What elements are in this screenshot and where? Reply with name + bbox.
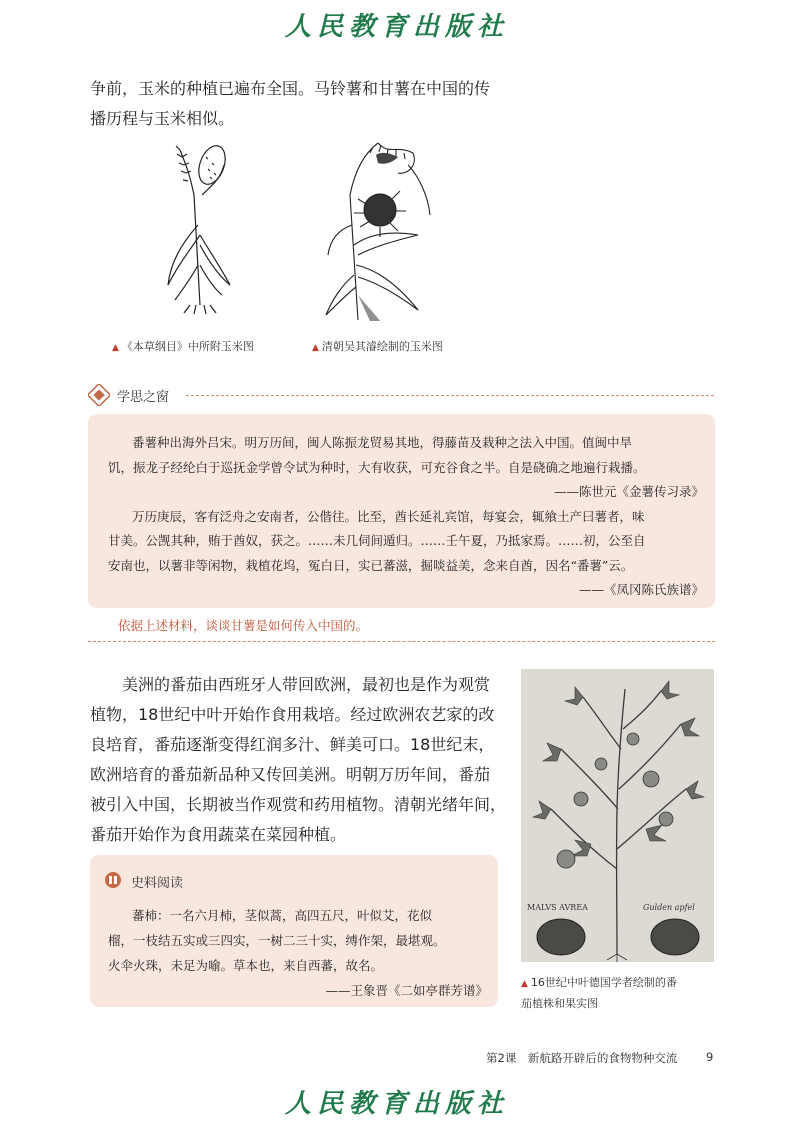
shiliao-quote — [108, 903, 488, 1003]
tomato-figure-caption — [521, 973, 721, 1013]
plant-label-latin: MALVS AVREA — [527, 903, 588, 912]
triangle-marker-icon: ▲ — [521, 979, 528, 989]
corn-drawing-bencao — [150, 135, 250, 315]
caption-line: 16世纪中叶德国学者绘制的番 — [530, 976, 677, 989]
xuesi-question: 依据上述材料，谈谈甘薯是如何传入中国的。 — [118, 618, 369, 633]
plant-label-german: Gulden apfel — [643, 903, 695, 912]
quote-line: 甘美。公觊其种，贿于酋奴，获之。……未几伺间遁归。……壬午夏，乃抵家焉。……初，公至自 — [108, 533, 646, 548]
book-icon — [104, 871, 122, 889]
quote-line: 饥，振龙子经纶白于巡抚金学曾令试为种时，大有收获，可充谷食之半。自是硗确之地遍行栽播。 — [108, 459, 646, 475]
corn-drawing-wu-qijun — [318, 135, 448, 325]
quote-line: 番薯种出海外吕宋。明万历间，闽人陈振龙贸易其地，得藤苗及栽种之法入中国。值闽中旱 — [132, 435, 633, 450]
triangle-marker-icon: ▲ — [112, 343, 119, 353]
caption-line: 茄植株和果实图 — [521, 997, 598, 1010]
intro-line: 播历程与玉米相似。 — [90, 109, 235, 128]
quote-citation: ——王象晋《二如亭群芳谱》 — [325, 983, 488, 998]
figure-caption-bencao — [112, 338, 254, 354]
quote-line: 蕃柿：一名六月柿，茎似蒿，高四五尺，叶似艾，花似 — [132, 908, 433, 923]
tomato-line: 植物，18世纪中叶开始作食用栽培。经过欧洲农艺家的改 — [90, 705, 495, 724]
publisher-logo-top: 人民教育出版社 — [284, 12, 509, 42]
tomato-line: 良培育，番茄逐渐变得红润多汁、鲜美可口。18世纪末， — [90, 735, 495, 754]
tomato-line: 被引入中国，长期被当作观赏和药用植物。清朝光绪年间， — [90, 795, 507, 814]
caption-text: 清朝吴其濬绘制的玉米图 — [321, 340, 443, 353]
section-divider — [88, 641, 715, 642]
shiliao-title: 史料阅读 — [131, 876, 184, 891]
xuesi-window-title: 学思之窗 — [117, 390, 170, 405]
tomato-paragraph — [90, 670, 510, 850]
quote-citation: ——陈世元《金薯传习录》 — [553, 484, 704, 499]
intro-paragraph — [90, 74, 510, 134]
quote-line: 榴，一枝结五实或三四实，一树二三十实，缚作架，最堪观。 — [108, 933, 446, 948]
tomato-line: 欧洲培育的番茄新品种又传回美洲。明朝万历年间，番茄 — [90, 765, 491, 784]
caption-text: 《本草纲目》中所附玉米图 — [121, 340, 254, 353]
intro-line: 争前，玉米的种植已遍布全国。马铃薯和甘薯在中国的传 — [90, 79, 491, 98]
page-number: 9 — [706, 1050, 714, 1064]
section-divider — [186, 395, 714, 396]
triangle-marker-icon: ▲ — [312, 343, 319, 353]
lesson-title: 第2课 新航路开辟后的食物物种交流 — [486, 1051, 678, 1065]
quote-citation: ——《凤冈陈氏族谱》 — [578, 582, 704, 597]
tomato-line: 番茄开始作为食用蔬菜在菜园种植。 — [90, 825, 347, 844]
tomato-botanical-image — [521, 669, 714, 962]
figure-caption-wu-qijun — [312, 338, 443, 354]
publisher-logo-bottom: 人民教育出版社 — [284, 1089, 509, 1119]
xuesi-window-icon — [88, 384, 110, 406]
tomato-line: 美洲的番茄由西班牙人带回欧洲，最初也是作为观赏 — [122, 675, 491, 694]
quote-line: 安南也，以薯非等闲物，栽植花坞，冤白日，实已蕃滋，掘啖益美，念来自酋，因名“番薯”云。 — [108, 557, 634, 573]
quote-line: 万历庚辰，客有泛舟之安南者，公偕往。比至，酋长延礼宾馆，每宴会，辄飨土产曰薯者，味 — [132, 508, 645, 524]
tomato-plant-drawing — [521, 669, 714, 962]
xuesi-quotes — [108, 431, 704, 603]
quote-line: 火伞火珠，未足为喻。草本也，来自西蕃，故名。 — [108, 958, 384, 973]
